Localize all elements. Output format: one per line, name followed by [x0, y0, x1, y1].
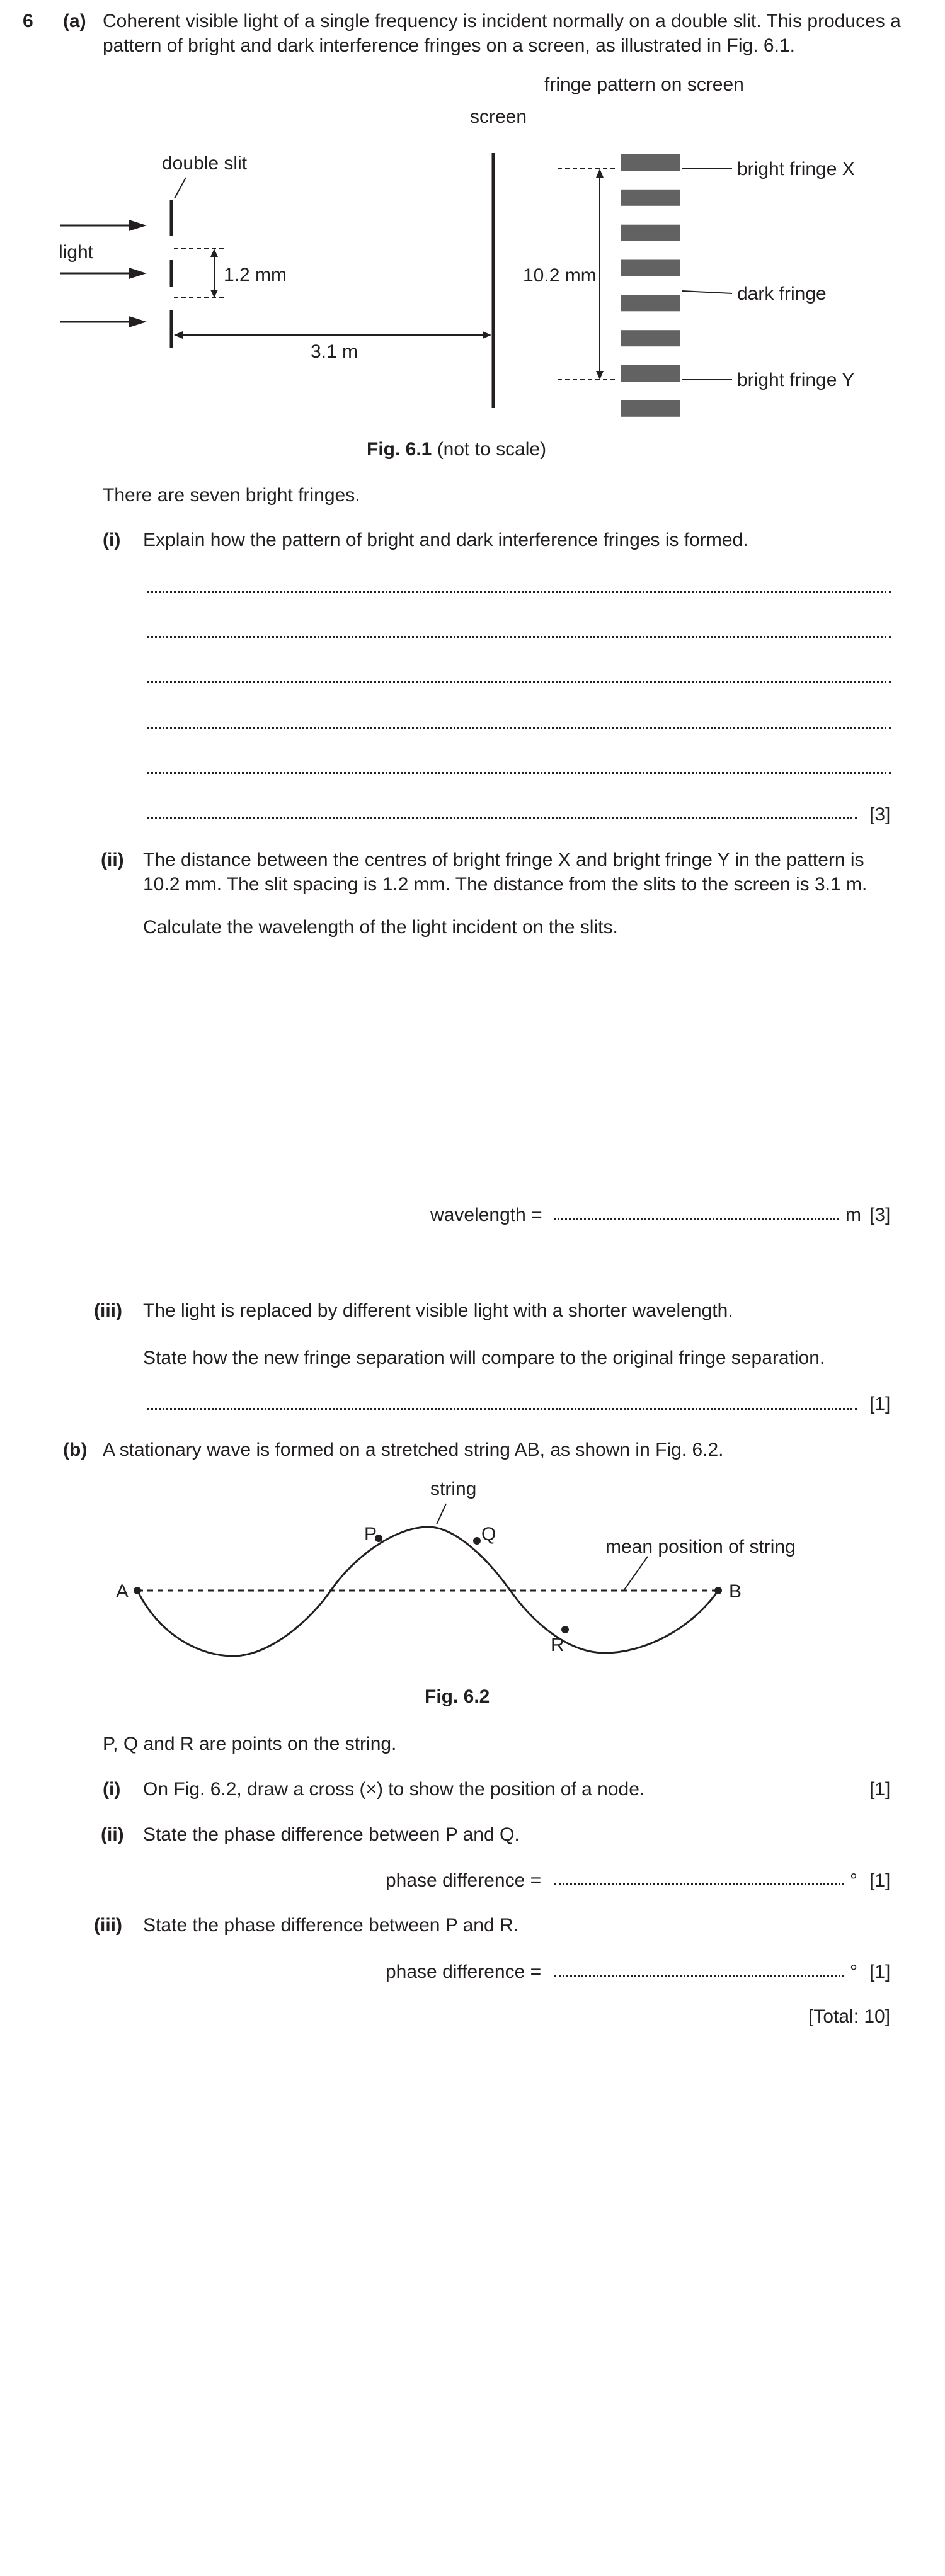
fringe-pattern-label: fringe pattern on screen	[544, 74, 744, 95]
light-label: light	[59, 242, 94, 263]
distance-label: 3.1 m	[311, 341, 358, 362]
answer-line-a-iii[interactable]	[147, 1408, 857, 1410]
answer-line-a-i-6[interactable]	[147, 817, 857, 819]
b-iii-answer-input[interactable]	[554, 1975, 844, 1977]
double-slit-pointer	[175, 178, 186, 198]
double-slit-label: double slit	[162, 153, 248, 174]
a-ii-marks: [3]	[869, 1205, 891, 1225]
light-arrows	[60, 221, 144, 326]
string-label: string	[430, 1478, 477, 1499]
fringe-pattern	[621, 154, 680, 417]
fringe-bar-partial	[621, 400, 680, 417]
b-iii-marks: [1]	[869, 1961, 891, 1982]
answer-line-a-i-5[interactable]	[147, 772, 891, 774]
slit-spacing-label: 1.2 mm	[224, 264, 287, 285]
mean-position-pointer	[624, 1557, 648, 1591]
a-ii-text: The distance between the centres of bright fringe X and bright fringe Y in the pattern is 10.2 mm. The slit spacing is 1.2 mm. The distance from the slits to the screen is 3.1 m.	[143, 849, 868, 895]
b-ii-answer-label: phase difference =	[386, 1870, 542, 1891]
fringe-bar-2	[621, 190, 680, 206]
answer-line-a-i-4[interactable]	[147, 727, 891, 729]
b-i-marks: [1]	[869, 1779, 891, 1800]
a-iii-text: The light is replaced by different visible light with a shorter wavelength.	[143, 1300, 733, 1321]
fringe-bar-1	[621, 154, 680, 171]
point-r-label: R	[551, 1635, 564, 1655]
screen-label: screen	[470, 106, 527, 127]
answer-line-a-i-3[interactable]	[147, 681, 891, 683]
fig-6-2-caption: Fig. 6.2	[425, 1686, 490, 1707]
point-b-label: B	[729, 1581, 742, 1602]
part-a-label: (a)	[63, 11, 86, 31]
a-iii-instruction: State how the new fringe separation will compare to the original fringe separation.	[143, 1348, 825, 1368]
fringe-bar-5	[621, 295, 680, 311]
b-iii-unit: °	[850, 1961, 857, 1982]
point-q-dot	[473, 1537, 481, 1545]
total-marks: [Total: 10]	[808, 2006, 891, 2027]
a-iii-label: (iii)	[94, 1300, 122, 1321]
b-ii-text: State the phase difference between P and Q.	[143, 1824, 520, 1845]
a-i-text: Explain how the pattern of bright and dark interference fringes is formed.	[143, 530, 748, 550]
b-ii-unit: °	[850, 1870, 857, 1891]
a-i-label: (i)	[103, 530, 121, 550]
string-pointer	[437, 1504, 446, 1524]
part-a-intro: Coherent visible light of a single frequency is incident normally on a double slit. This produces a pattern of bright and dark interference fringes on a screen, as illustrated in Fig. 6.1.	[103, 11, 901, 56]
fig-6-1-caption: Fig. 6.1 (not to scale)	[367, 439, 547, 460]
fringe-bar-7	[621, 365, 680, 382]
fringe-span-label: 10.2 mm	[523, 265, 597, 286]
fringe-bar-4	[621, 260, 680, 276]
b-iii-text: State the phase difference between P and R.	[143, 1915, 518, 1936]
fringe-bar-6	[621, 330, 680, 346]
seven-fringes-text: There are seven bright fringes.	[103, 485, 360, 506]
answer-line-a-i-1[interactable]	[147, 591, 891, 593]
points-text: P, Q and R are points on the string.	[103, 1733, 397, 1754]
part-b-label: (b)	[63, 1439, 88, 1460]
answer-line-a-i-2[interactable]	[147, 636, 891, 638]
a-ii-label: (ii)	[101, 849, 124, 870]
point-a-dot	[134, 1587, 141, 1594]
wavelength-answer-input[interactable]	[554, 1218, 839, 1220]
fringe-label-leaders	[682, 169, 732, 380]
b-ii-marks: [1]	[869, 1870, 891, 1891]
point-q-label: Q	[481, 1524, 496, 1545]
wavelength-answer-label: wavelength =	[430, 1205, 542, 1225]
bright-fringe-y-label: bright fringe Y	[737, 370, 855, 390]
a-i-marks: [3]	[869, 804, 891, 825]
b-ii-answer-input[interactable]	[554, 1883, 844, 1885]
dark-fringe-label: dark fringe	[737, 283, 827, 304]
b-ii-label: (ii)	[101, 1824, 124, 1845]
point-a-label: A	[116, 1581, 129, 1602]
point-b-dot	[714, 1587, 722, 1594]
a-iii-marks: [1]	[869, 1393, 891, 1414]
b-i-text: On Fig. 6.2, draw a cross (×) to show the position of a node.	[143, 1779, 645, 1800]
point-p-label: P	[364, 1524, 377, 1545]
fringe-bar-3	[621, 225, 680, 241]
b-iii-label: (iii)	[94, 1915, 122, 1936]
mean-position-label: mean position of string	[605, 1536, 796, 1557]
b-i-label: (i)	[103, 1779, 121, 1800]
wavelength-unit: m	[845, 1205, 861, 1225]
part-b-intro: A stationary wave is formed on a stretched string AB, as shown in Fig. 6.2.	[103, 1439, 724, 1460]
bright-fringe-x-label: bright fringe X	[737, 159, 855, 179]
a-ii-instruction: Calculate the wavelength of the light incident on the slits.	[143, 917, 618, 938]
question-number: 6	[23, 11, 33, 31]
b-iii-answer-label: phase difference =	[386, 1961, 542, 1982]
